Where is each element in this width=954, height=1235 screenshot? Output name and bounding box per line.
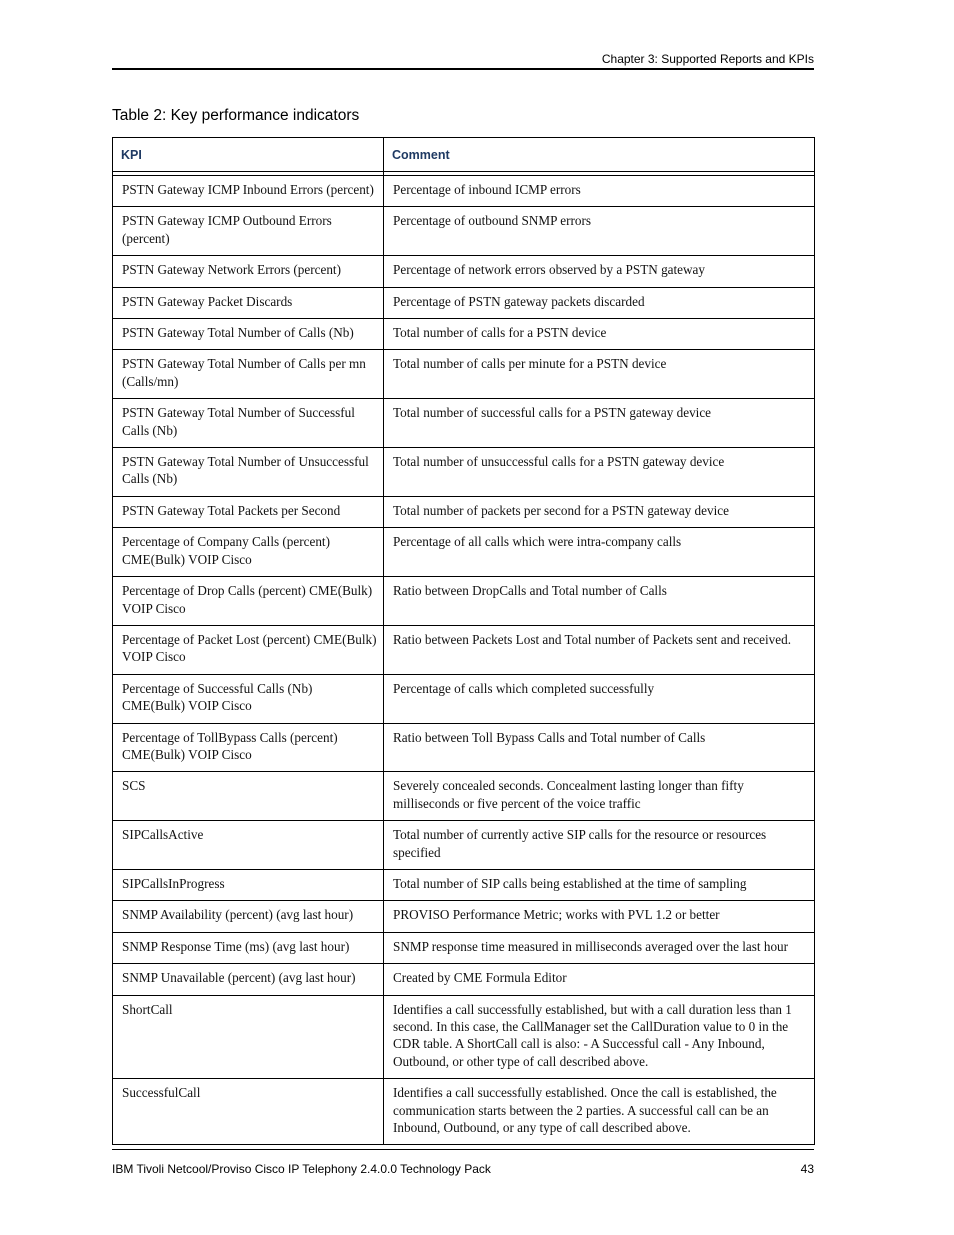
kpi-cell: PSTN Gateway Total Packets per Second bbox=[113, 496, 384, 527]
comment-cell: Created by CME Formula Editor bbox=[384, 964, 815, 995]
kpi-cell: PSTN Gateway Total Number of Calls (Nb) bbox=[113, 319, 384, 350]
table-row bbox=[113, 674, 815, 723]
comment-cell: Total number of currently active SIP calls for the resource or resources specified bbox=[384, 821, 815, 870]
kpi-cell: PSTN Gateway ICMP Inbound Errors (percent) bbox=[113, 176, 384, 207]
table-row bbox=[113, 256, 815, 287]
kpi-cell: Percentage of TollBypass Calls (percent) CME(Bulk) VOIP Cisco bbox=[113, 723, 384, 772]
kpi-cell: SuccessfulCall bbox=[113, 1079, 384, 1145]
table-row bbox=[113, 723, 815, 772]
column-header-kpi: KPI bbox=[113, 138, 384, 172]
comment-cell: Total number of packets per second for a PSTN gateway device bbox=[384, 496, 815, 527]
kpi-cell: PSTN Gateway Total Number of Successful Calls (Nb) bbox=[113, 399, 384, 448]
table-row bbox=[113, 901, 815, 932]
table-row bbox=[113, 496, 815, 527]
comment-cell: SNMP response time measured in milliseconds averaged over the last hour bbox=[384, 932, 815, 963]
table-row bbox=[113, 319, 815, 350]
table-row bbox=[113, 448, 815, 497]
table-row bbox=[113, 932, 815, 963]
kpi-cell: ShortCall bbox=[113, 995, 384, 1079]
kpi-cell: Percentage of Drop Calls (percent) CME(Bulk) VOIP Cisco bbox=[113, 577, 384, 626]
comment-cell: Percentage of outbound SNMP errors bbox=[384, 207, 815, 256]
table-header-row bbox=[113, 138, 815, 172]
table-row bbox=[113, 350, 815, 399]
table-row bbox=[113, 625, 815, 674]
kpi-cell: SCS bbox=[113, 772, 384, 821]
table-row bbox=[113, 995, 815, 1079]
kpi-cell: Percentage of Packet Lost (percent) CME(Bulk) VOIP Cisco bbox=[113, 625, 384, 674]
table-row bbox=[113, 399, 815, 448]
page-number: 43 bbox=[800, 1162, 814, 1176]
kpi-cell: PSTN Gateway Packet Discards bbox=[113, 287, 384, 318]
kpi-cell: Percentage of Company Calls (percent) CME(Bulk) VOIP Cisco bbox=[113, 528, 384, 577]
comment-cell: Identifies a call successfully established, but with a call duration less than 1 second. In this case, the CallManager set the CallDuration value to 0 in the CDR table. A ShortCall call is also: - A Successful call - Any Inbound, Outbound, or other type of call described above. bbox=[384, 995, 815, 1079]
kpi-cell: SNMP Availability (percent) (avg last hour) bbox=[113, 901, 384, 932]
comment-cell: Total number of unsuccessful calls for a PSTN gateway device bbox=[384, 448, 815, 497]
comment-cell: Percentage of all calls which were intra-company calls bbox=[384, 528, 815, 577]
kpi-table bbox=[112, 137, 815, 1145]
comment-cell: Total number of calls per minute for a PSTN device bbox=[384, 350, 815, 399]
table-row bbox=[113, 176, 815, 207]
table-row bbox=[113, 207, 815, 256]
running-head: Chapter 3: Supported Reports and KPIs bbox=[601, 52, 814, 66]
table-row bbox=[113, 869, 815, 900]
comment-cell: Percentage of network errors observed by a PSTN gateway bbox=[384, 256, 815, 287]
comment-cell: Ratio between DropCalls and Total number of Calls bbox=[384, 577, 815, 626]
table-caption: Table 2: Key performance indicators bbox=[112, 107, 360, 124]
table-row bbox=[113, 287, 815, 318]
comment-cell: Total number of calls for a PSTN device bbox=[384, 319, 815, 350]
table-row bbox=[113, 964, 815, 995]
footer-rule bbox=[112, 1149, 814, 1150]
header-rule bbox=[112, 68, 814, 70]
comment-cell: Severely concealed seconds. Concealment lasting longer than fifty milliseconds or five percent of the voice traffic bbox=[384, 772, 815, 821]
comment-cell: Identifies a call successfully established. Once the call is established, the communication starts between the 2 parties. A successful call can be an Inbound, Outbound, or any type of call described above. bbox=[384, 1079, 815, 1145]
table-row bbox=[113, 528, 815, 577]
table-row bbox=[113, 821, 815, 870]
comment-cell: Ratio between Toll Bypass Calls and Total number of Calls bbox=[384, 723, 815, 772]
kpi-cell: PSTN Gateway Network Errors (percent) bbox=[113, 256, 384, 287]
kpi-cell: Percentage of Successful Calls (Nb) CME(Bulk) VOIP Cisco bbox=[113, 674, 384, 723]
comment-cell: Ratio between Packets Lost and Total number of Packets sent and received. bbox=[384, 625, 815, 674]
comment-cell: Total number of successful calls for a PSTN gateway device bbox=[384, 399, 815, 448]
table-body bbox=[113, 172, 815, 1145]
kpi-cell: PSTN Gateway Total Number of Unsuccessful Calls (Nb) bbox=[113, 448, 384, 497]
comment-cell: Percentage of PSTN gateway packets discarded bbox=[384, 287, 815, 318]
kpi-cell: SIPCallsInProgress bbox=[113, 869, 384, 900]
comment-cell: Total number of SIP calls being established at the time of sampling bbox=[384, 869, 815, 900]
kpi-cell: PSTN Gateway ICMP Outbound Errors (percent) bbox=[113, 207, 384, 256]
kpi-cell: SIPCallsActive bbox=[113, 821, 384, 870]
table-row bbox=[113, 577, 815, 626]
table-row bbox=[113, 1079, 815, 1145]
comment-cell: Percentage of calls which completed successfully bbox=[384, 674, 815, 723]
comment-cell: PROVISO Performance Metric; works with PVL 1.2 or better bbox=[384, 901, 815, 932]
comment-cell: Percentage of inbound ICMP errors bbox=[384, 176, 815, 207]
kpi-cell: PSTN Gateway Total Number of Calls per mn (Calls/mn) bbox=[113, 350, 384, 399]
kpi-cell: SNMP Unavailable (percent) (avg last hour) bbox=[113, 964, 384, 995]
kpi-cell: SNMP Response Time (ms) (avg last hour) bbox=[113, 932, 384, 963]
column-header-comment: Comment bbox=[384, 138, 815, 172]
footer-title: IBM Tivoli Netcool/Proviso Cisco IP Telephony 2.4.0.0 Technology Pack bbox=[112, 1162, 491, 1176]
table-row bbox=[113, 772, 815, 821]
